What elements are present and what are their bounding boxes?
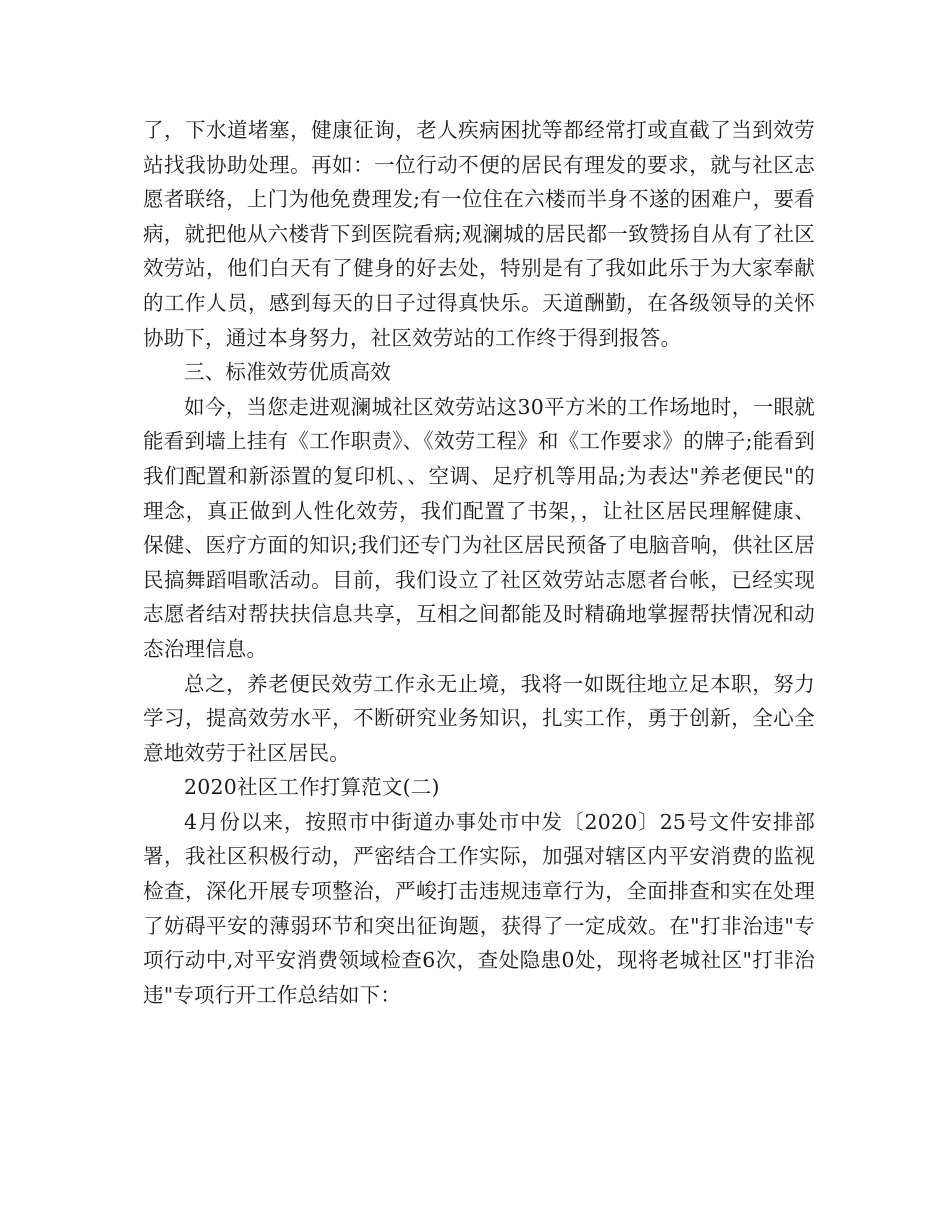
document-page xyxy=(143,113,815,1012)
paragraph-campaign: 4月份以来，按照市中街道办事处市中发〔2020〕25号文件安排部署，我社区积极行动，严密结合工作实际，加强对辖区内平安消费的监视检查，深化开展专项整治，严峻打击违规违章行为，全面排查和实在处理了妨碍平安的薄弱环节和突出征询题，获得了一定成效。在"打非治违"专项行动中,对平安消费领域检查6次，查处隐患0处，现将老城社区"打非治违"专项行开工作总结如下： xyxy=(143,809,815,1007)
paragraph-workplace: 如今，当您走进观澜城社区效劳站这30平方米的工作场地时，一眼就能看到墙上挂有《工作职责》、《效劳工程》和《工作要求》的牌子;能看到我们配置和新添置的复印机、、空调、足疗机等用品;为表达"养老便民"的理念，真正做到人性化效劳，我们配置了书架，，让社区居民理解健康、保健、医疗方面的知识;我们还专门为社区居民预备了电脑音响，供社区居民搞舞蹈唱歌活动。目前，我们设立了社区效劳站志愿者台帐，已经实现志愿者结对帮扶扶信息共享，互相之间都能及时精确地掌握帮扶情况和动态治理信息。 xyxy=(143,394,815,661)
paragraph-continuation: 了，下水道堵塞，健康征询，老人疾病困扰等都经常打或直截了当到效劳站找我协助处理。再如：一位行动不便的居民有理发的要求，就与社区志愿者联络，上门为他免费理发;有一位住在六楼而半身不遂的困难户，要看病，就把他从六楼背下到医院看病;观澜城的居民都一致赞扬自从有了社区效劳站，他们白天有了健身的好去处，特别是有了我如此乐于为大家奉献的工作人员，感到每天的日子过得真快乐。天道酬勤，在各级领导的关怀协助下，通过本身努力，社区效劳站的工作终于得到报答。 xyxy=(143,118,815,350)
article-title-2: 2020社区工作打算范文(二) xyxy=(184,775,440,800)
paragraph-conclusion: 总之，养老便民效劳工作永无止境，我将一如既往地立足本职，努力学习，提高效劳水平，不断研究业务知识，扎实工作，勇于创新，全心全意地效劳于社区居民。 xyxy=(143,671,815,765)
section-heading-3: 三、标准效劳优质高效 xyxy=(184,360,391,385)
